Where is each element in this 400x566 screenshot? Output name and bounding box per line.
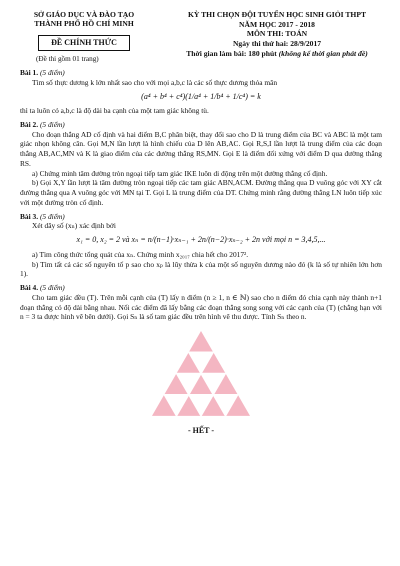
problem-4-body: Cho tam giác đều (T). Trên mỗi cạnh của (T) lấy n điểm (n ≥ 1, n ∈ ℕ) sao cho n điểm đó chia cạnh này thành n+1 đoạn thẳng có độ dài bằng nhau. Nối các điểm đã lấy bằng các đoạn thẳng song song với các cạnh của (T) (chẳng hạn với n = 3 ta được hình vẽ bên dưới). Gọi Sₙ là số tam giác đều trên hình vẽ thu được. Tính Sₙ theo n. (20, 292, 382, 322)
triangle-grid-figure (149, 328, 253, 420)
problem-2-body: Cho đoạn thẳng AD cố định và hai điểm B,C phân biệt, thay đổi sao cho D là trung điểm của BC và ABC là một tam giác nhọn không cân. Gọi M,N lần lượt là hình chiếu của D lên AB,AC. Gọi R,S,I lần lượt là trung điểm của các đoạn thẳng AB,AC,MN và K là giao điểm của các đường thẳng RS,MN. Gọi E là điểm đối xứng với điểm D qua đường thẳng RS. (20, 129, 382, 168)
small-triangle (177, 352, 202, 373)
small-triangle (189, 331, 214, 352)
problem-1-intro: Tìm số thực dương k lớn nhất sao cho với mọi a,b,c là các số thực dương thỏa mãn (32, 77, 278, 87)
school-year: NĂM HỌC 2017 - 2018 (239, 19, 315, 29)
small-triangle (226, 395, 251, 416)
small-triangle (152, 395, 177, 416)
triangle-figure-wrap (20, 328, 382, 420)
org-line-1: SỞ GIÁO DỤC VÀ ĐÀO TẠO (33, 10, 135, 19)
problem-3-formula: x₁ = 0, x₂ = 2 và xₙ = n/(n−1)·xₙ₋₁ + 2n/(n−2)·xₙ₋₂ + 2n với mọi n = 3,4,5,... (76, 235, 326, 245)
problem-3-title (20, 212, 382, 222)
problem-1-outro: thì ta luôn có a,b,c là độ dài ba cạnh của một tam giác không tù. (20, 106, 209, 116)
page-count-note: (Đề thi gồm 01 trang) (36, 54, 99, 63)
small-triangle (213, 374, 238, 395)
exam-date: Ngày thi thứ hai: 28/9/2017 (232, 39, 322, 49)
problem-4-label: Bài 4. (20, 283, 39, 293)
problem-3-intro: Xét dãy số (xₙ) xác định bởi (32, 221, 116, 231)
header-right (172, 10, 382, 64)
problem-1-formula: (a⁴ + b⁴ + c⁴)(1/a⁴ + 1/b⁴ + 1/c⁴) = k (141, 91, 261, 101)
problem-3 (20, 212, 382, 279)
problem-1-title (20, 68, 382, 78)
problem-3-points: (5 điểm) (39, 211, 65, 221)
problem-4-points: (5 điểm) (39, 283, 65, 293)
org-line-2: THÀNH PHỐ HỒ CHÍ MINH (34, 19, 134, 29)
duration-note: (không kể thời gian phát đề) (278, 48, 368, 58)
exam-page (20, 10, 382, 437)
problem-4-title (20, 283, 382, 293)
problem-2 (20, 120, 382, 208)
duration-text: Thời gian làm bài: 180 phút (186, 48, 277, 58)
problem-2-part-a: a) Chứng minh tâm đường tròn ngoại tiếp tam giác IKE luôn di động trên một đường thẳng cố định. (32, 168, 328, 178)
end-marker: - HẾT - (187, 426, 215, 436)
small-triangle (201, 395, 226, 416)
problem-1 (20, 68, 382, 116)
problem-3-part-a: a) Tìm công thức tổng quát của xₙ. Chứng minh x₂₀₁₇ chia hết cho 2017². (32, 249, 249, 259)
problem-2-part-b: b) Gọi X,Y lần lượt là tâm đường tròn ngoại tiếp các tam giác ABN,ACM. Đường thẳng qua D vuông góc với XY cắt đường thẳng qua A vuông góc với MN tại T. Gọi L là trung điểm của DT. Chứng minh rằng đường thẳng LN luôn tiếp xúc với một đường tròn cố định. (20, 178, 382, 207)
small-triangle (164, 374, 189, 395)
problem-2-points: (5 điểm) (39, 119, 65, 129)
official-label: ĐỀ CHÍNH THỨC (38, 35, 130, 51)
header-left (20, 10, 148, 64)
small-triangle (189, 374, 214, 395)
problem-2-title (20, 120, 382, 130)
problem-1-points: (5 điểm) (39, 67, 65, 77)
small-triangle (201, 352, 226, 373)
problem-3-part-b: b) Tìm tất cả các số nguyên tố p sao cho xₚ là lũy thừa k của một số nguyên dương nào đó (k là số tự nhiên lớn hơn 1). (20, 259, 382, 279)
duration (172, 49, 382, 59)
problem-2-label: Bài 2. (20, 119, 39, 129)
small-triangle (177, 395, 202, 416)
problem-1-label: Bài 1. (20, 67, 39, 77)
problem-4 (20, 283, 382, 420)
problem-3-label: Bài 3. (20, 211, 39, 221)
header (20, 10, 382, 64)
exam-title: KỲ THI CHỌN ĐỘI TUYỂN HỌC SINH GIỎI THPT (187, 10, 367, 19)
subject: MÔN THI: TOÁN (246, 29, 308, 39)
